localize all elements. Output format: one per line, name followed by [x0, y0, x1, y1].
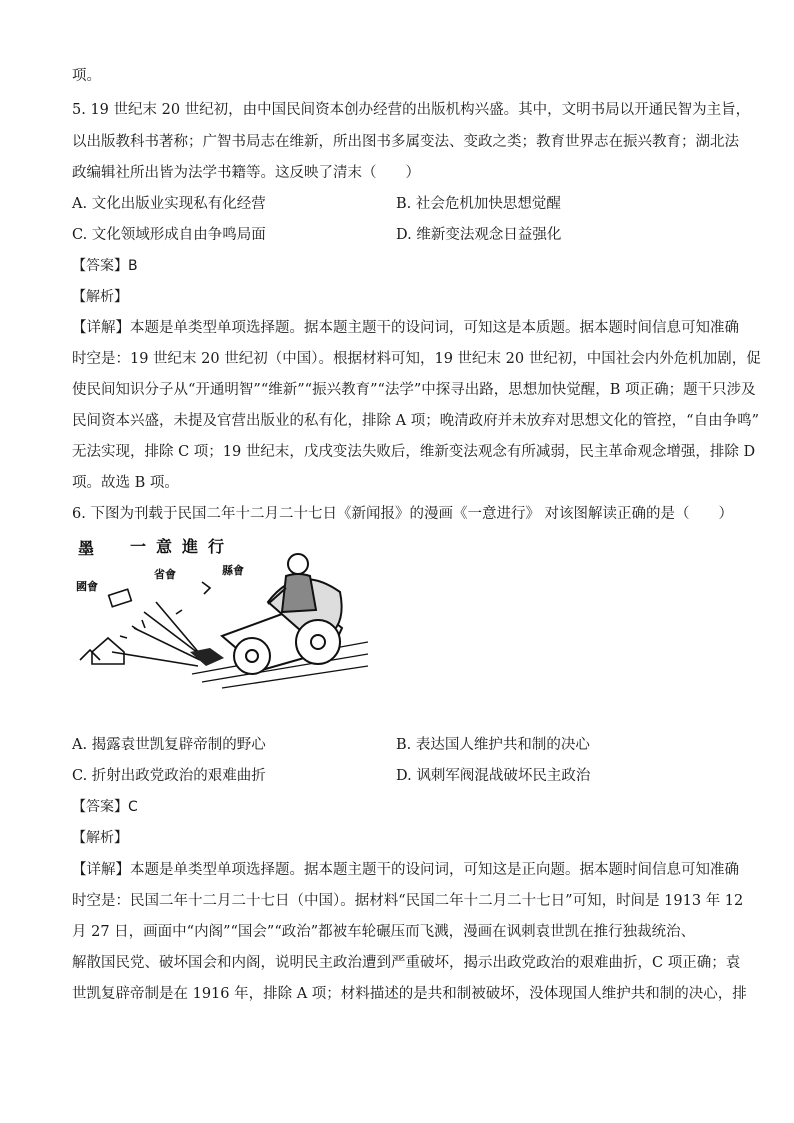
- q5-option-d: D. 维新变法观念日益强化: [396, 227, 562, 243]
- q5-answer: 【答案】B: [72, 258, 138, 274]
- q6-detail-line-5: 世凯复辟帝制是在 1916 年，排除 A 项；材料描述的是共和制被破坏，没体现国人维护共和制的决心，排: [72, 986, 747, 1002]
- q5-stem-line-1: 5. 19 世纪末 20 世纪初，由中国民间资本创办经营的出版机构兴盛。其中，文明书局以开通民智为主旨，: [72, 102, 751, 118]
- q6-detail-line-3: 月 27 日，画面中“内阁”“国会”“政治”都被车轮碾压而飞溅，漫画在讽刺袁世凯在推行独裁统治、: [72, 924, 696, 940]
- q5-option-a: A. 文化出版业实现私有化经营: [72, 196, 266, 212]
- q5-detail-line-5: 无法实现，排除 C 项；19 世纪末，戊戌变法失败后，维新变法观念有所减弱，民主革命观念增强，排除 D: [72, 444, 756, 460]
- q5-option-c: C. 文化领域形成自由争鸣局面: [72, 227, 266, 243]
- q6-detail-line-2: 时空是：民国二年十二月二十七日（中国）。据材料“民国二年十二月二十七日”可知，时间是 1913 年 12: [72, 893, 744, 909]
- q5-stem-line-2: 以出版教科书著称；广智书局志在维新，所出图书多属变法、变政之类；教育世界志在振兴教育；湖北法: [72, 134, 739, 150]
- q6-option-b: B. 表达国人维护共和制的决心: [396, 737, 590, 753]
- q6-detail-line-4: 解散国民党、破坏国会和内阁，说明民主政治遭到严重破坏，揭示出政党政治的艰难曲折，C 项正确；袁: [72, 955, 741, 971]
- cartoon-label-provincial: 省會: [154, 568, 176, 581]
- q6-option-d: D. 讽刺军阀混战破坏民主政治: [396, 768, 591, 784]
- cartoon-title: 一意進行: [130, 537, 235, 556]
- q6-option-c: C. 折射出政党政治的艰难曲折: [72, 768, 266, 784]
- q6-detail-line-1: 【详解】本题是单类型单项选择题。据本题主题干的设问词，可知这是正向题。据本题时间信息可知准确: [72, 862, 739, 878]
- q5-option-b: B. 社会危机加快思想觉醒: [396, 196, 561, 212]
- q6-answer: 【答案】C: [72, 799, 138, 815]
- q5-stem-line-3: 政编辑社所出皆为法学书籍等。这反映了清末（ ）: [72, 165, 420, 181]
- q5-analysis-label: 【解析】: [72, 289, 128, 305]
- q5-detail-line-4: 民间资本兴盛，未提及官营出版业的私有化，排除 A 项；晚清政府并未放弃对思想文化的管控，“自由争鸣”: [72, 413, 760, 429]
- q5-detail-line-1: 【详解】本题是单类型单项选择题。据本题主题干的设问词，可知这是本质题。据本题时间信息可知准确: [72, 320, 739, 336]
- q5-detail-line-3: 使民间知识分子从“开通明智”“维新”“振兴教育”“法学”中探寻出路，思想加快觉醒，B 项正确；题干只涉及: [72, 382, 756, 398]
- q5-detail-line-6: 项。故选 B 项。: [72, 475, 179, 491]
- cartoon-label-parliament: 國會: [76, 580, 98, 593]
- cartoon-seal: 墨: [78, 539, 95, 558]
- continued-text: 项。: [72, 68, 101, 84]
- q5-detail-line-2: 时空是：19 世纪末 20 世纪初（中国）。根据材料可知，19 世纪末 20 世纪初，中国社会内外危机加剧，促: [72, 351, 761, 367]
- q6-stem: 6. 下图为刊载于民国二年十二月二十七日《新闻报》的漫画《一意进行》 对该图解读正确的是（ ）: [72, 506, 734, 522]
- q6-analysis-label: 【解析】: [72, 830, 128, 846]
- cartoon-image: [72, 532, 368, 690]
- q6-option-a: A. 揭露袁世凯复辟帝制的野心: [72, 737, 266, 753]
- cartoon-label-county: 縣會: [222, 564, 244, 577]
